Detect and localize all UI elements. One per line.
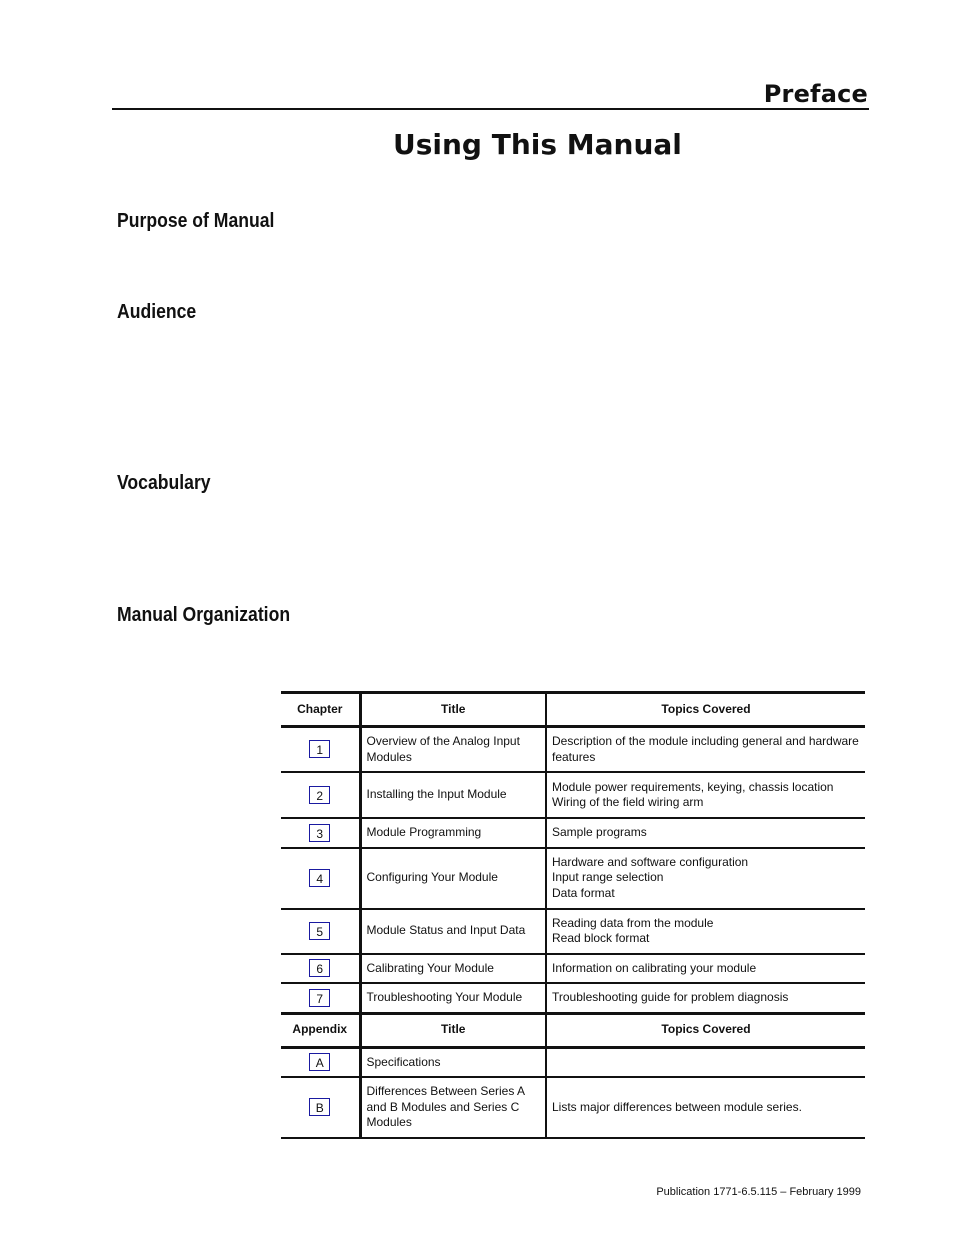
topic-line: Module power requirements, keying, chassis location (552, 779, 834, 794)
topic-line: Hardware and software configuration (552, 854, 749, 869)
page-title: Using This Manual (393, 128, 682, 161)
table-row (281, 727, 865, 773)
organization-table (281, 691, 865, 1139)
appendix-link-A[interactable]: A (309, 1053, 330, 1071)
appendix-topics (546, 1047, 865, 1077)
appendix-link-B[interactable]: B (309, 1098, 330, 1116)
chapter-title: Configuring Your Module (360, 848, 546, 909)
topic-line: Data format (552, 885, 615, 900)
topic-line: Lists major differences between module series. (552, 1099, 802, 1114)
chapter-number-cell (281, 909, 360, 954)
chapter-link-7[interactable]: 7 (309, 989, 330, 1007)
heading-audience: Audience (117, 301, 197, 323)
publication-footer: Publication 1771-6.5.115 – February 1999 (656, 1186, 861, 1198)
chapter-title: Overview of the Analog Input Modules (360, 727, 546, 773)
chapter-link-2[interactable]: 2 (309, 786, 330, 804)
appendix-rows (281, 1047, 865, 1138)
header-title: Title (360, 693, 546, 727)
chapter-topics (546, 848, 865, 909)
chapter-number-cell (281, 848, 360, 909)
chapter-title: Module Status and Input Data (360, 909, 546, 954)
table-row (281, 954, 865, 984)
chapter-topics (546, 772, 865, 818)
chapter-header-row (281, 693, 865, 727)
topic-line: Wiring of the field wiring arm (552, 795, 704, 809)
chapter-link-6[interactable]: 6 (309, 959, 330, 977)
preface-label: Preface (763, 80, 868, 108)
organization-table-wrapper (281, 691, 865, 1139)
header-topics: Topics Covered (546, 693, 865, 727)
table-row (281, 772, 865, 818)
chapter-number-cell (281, 818, 360, 848)
chapter-title: Module Programming (360, 818, 546, 848)
appendix-number-cell (281, 1047, 360, 1077)
chapter-link-4[interactable]: 4 (309, 869, 330, 887)
topic-line: Troubleshooting guide for problem diagnosis (552, 990, 789, 1004)
appendix-header-group (281, 1013, 865, 1047)
topic-line: Information on calibrating your module (552, 960, 757, 975)
chapter-link-1[interactable]: 1 (309, 740, 330, 758)
header-appendix-topics: Topics Covered (546, 1013, 865, 1047)
table-row (281, 1047, 865, 1077)
chapter-topics (546, 909, 865, 954)
heading-purpose: Purpose of Manual (117, 210, 275, 232)
chapter-rows (281, 727, 865, 1014)
topic-line: Description of the module including general and hardware features (552, 734, 859, 764)
topic-line: Input range selection (552, 870, 664, 885)
appendix-title: Specifications (360, 1047, 546, 1077)
heading-vocabulary: Vocabulary (117, 472, 211, 494)
appendix-number-cell (281, 1077, 360, 1138)
chapter-number-cell (281, 983, 360, 1013)
chapter-number-cell (281, 954, 360, 984)
table-row (281, 909, 865, 954)
chapter-number-cell (281, 772, 360, 818)
chapter-link-3[interactable]: 3 (309, 824, 330, 842)
appendix-title: Differences Between Series A and B Modules and Series C Modules (360, 1077, 546, 1138)
table-row (281, 848, 865, 909)
table-row (281, 1077, 865, 1138)
chapter-topics (546, 818, 865, 848)
heading-manual-organization: Manual Organization (117, 604, 291, 626)
chapter-topics (546, 954, 865, 984)
appendix-header-row (281, 1013, 865, 1047)
chapter-title: Installing the Input Module (360, 772, 546, 818)
header-chapter: Chapter (281, 693, 360, 727)
table-row (281, 983, 865, 1013)
header-appendix-title: Title (360, 1013, 546, 1047)
topic-line: Read block format (552, 931, 650, 945)
chapter-title: Troubleshooting Your Module (360, 983, 546, 1013)
topic-line: Sample programs (552, 825, 647, 839)
chapter-topics (546, 983, 865, 1013)
chapter-link-5[interactable]: 5 (309, 922, 330, 940)
header-rule (112, 108, 869, 110)
appendix-topics (546, 1077, 865, 1138)
chapter-topics (546, 727, 865, 773)
table-row (281, 818, 865, 848)
chapter-title: Calibrating Your Module (360, 954, 546, 984)
topic-line: Reading data from the module (552, 915, 714, 930)
header-appendix: Appendix (281, 1013, 360, 1047)
chapter-number-cell (281, 727, 360, 773)
